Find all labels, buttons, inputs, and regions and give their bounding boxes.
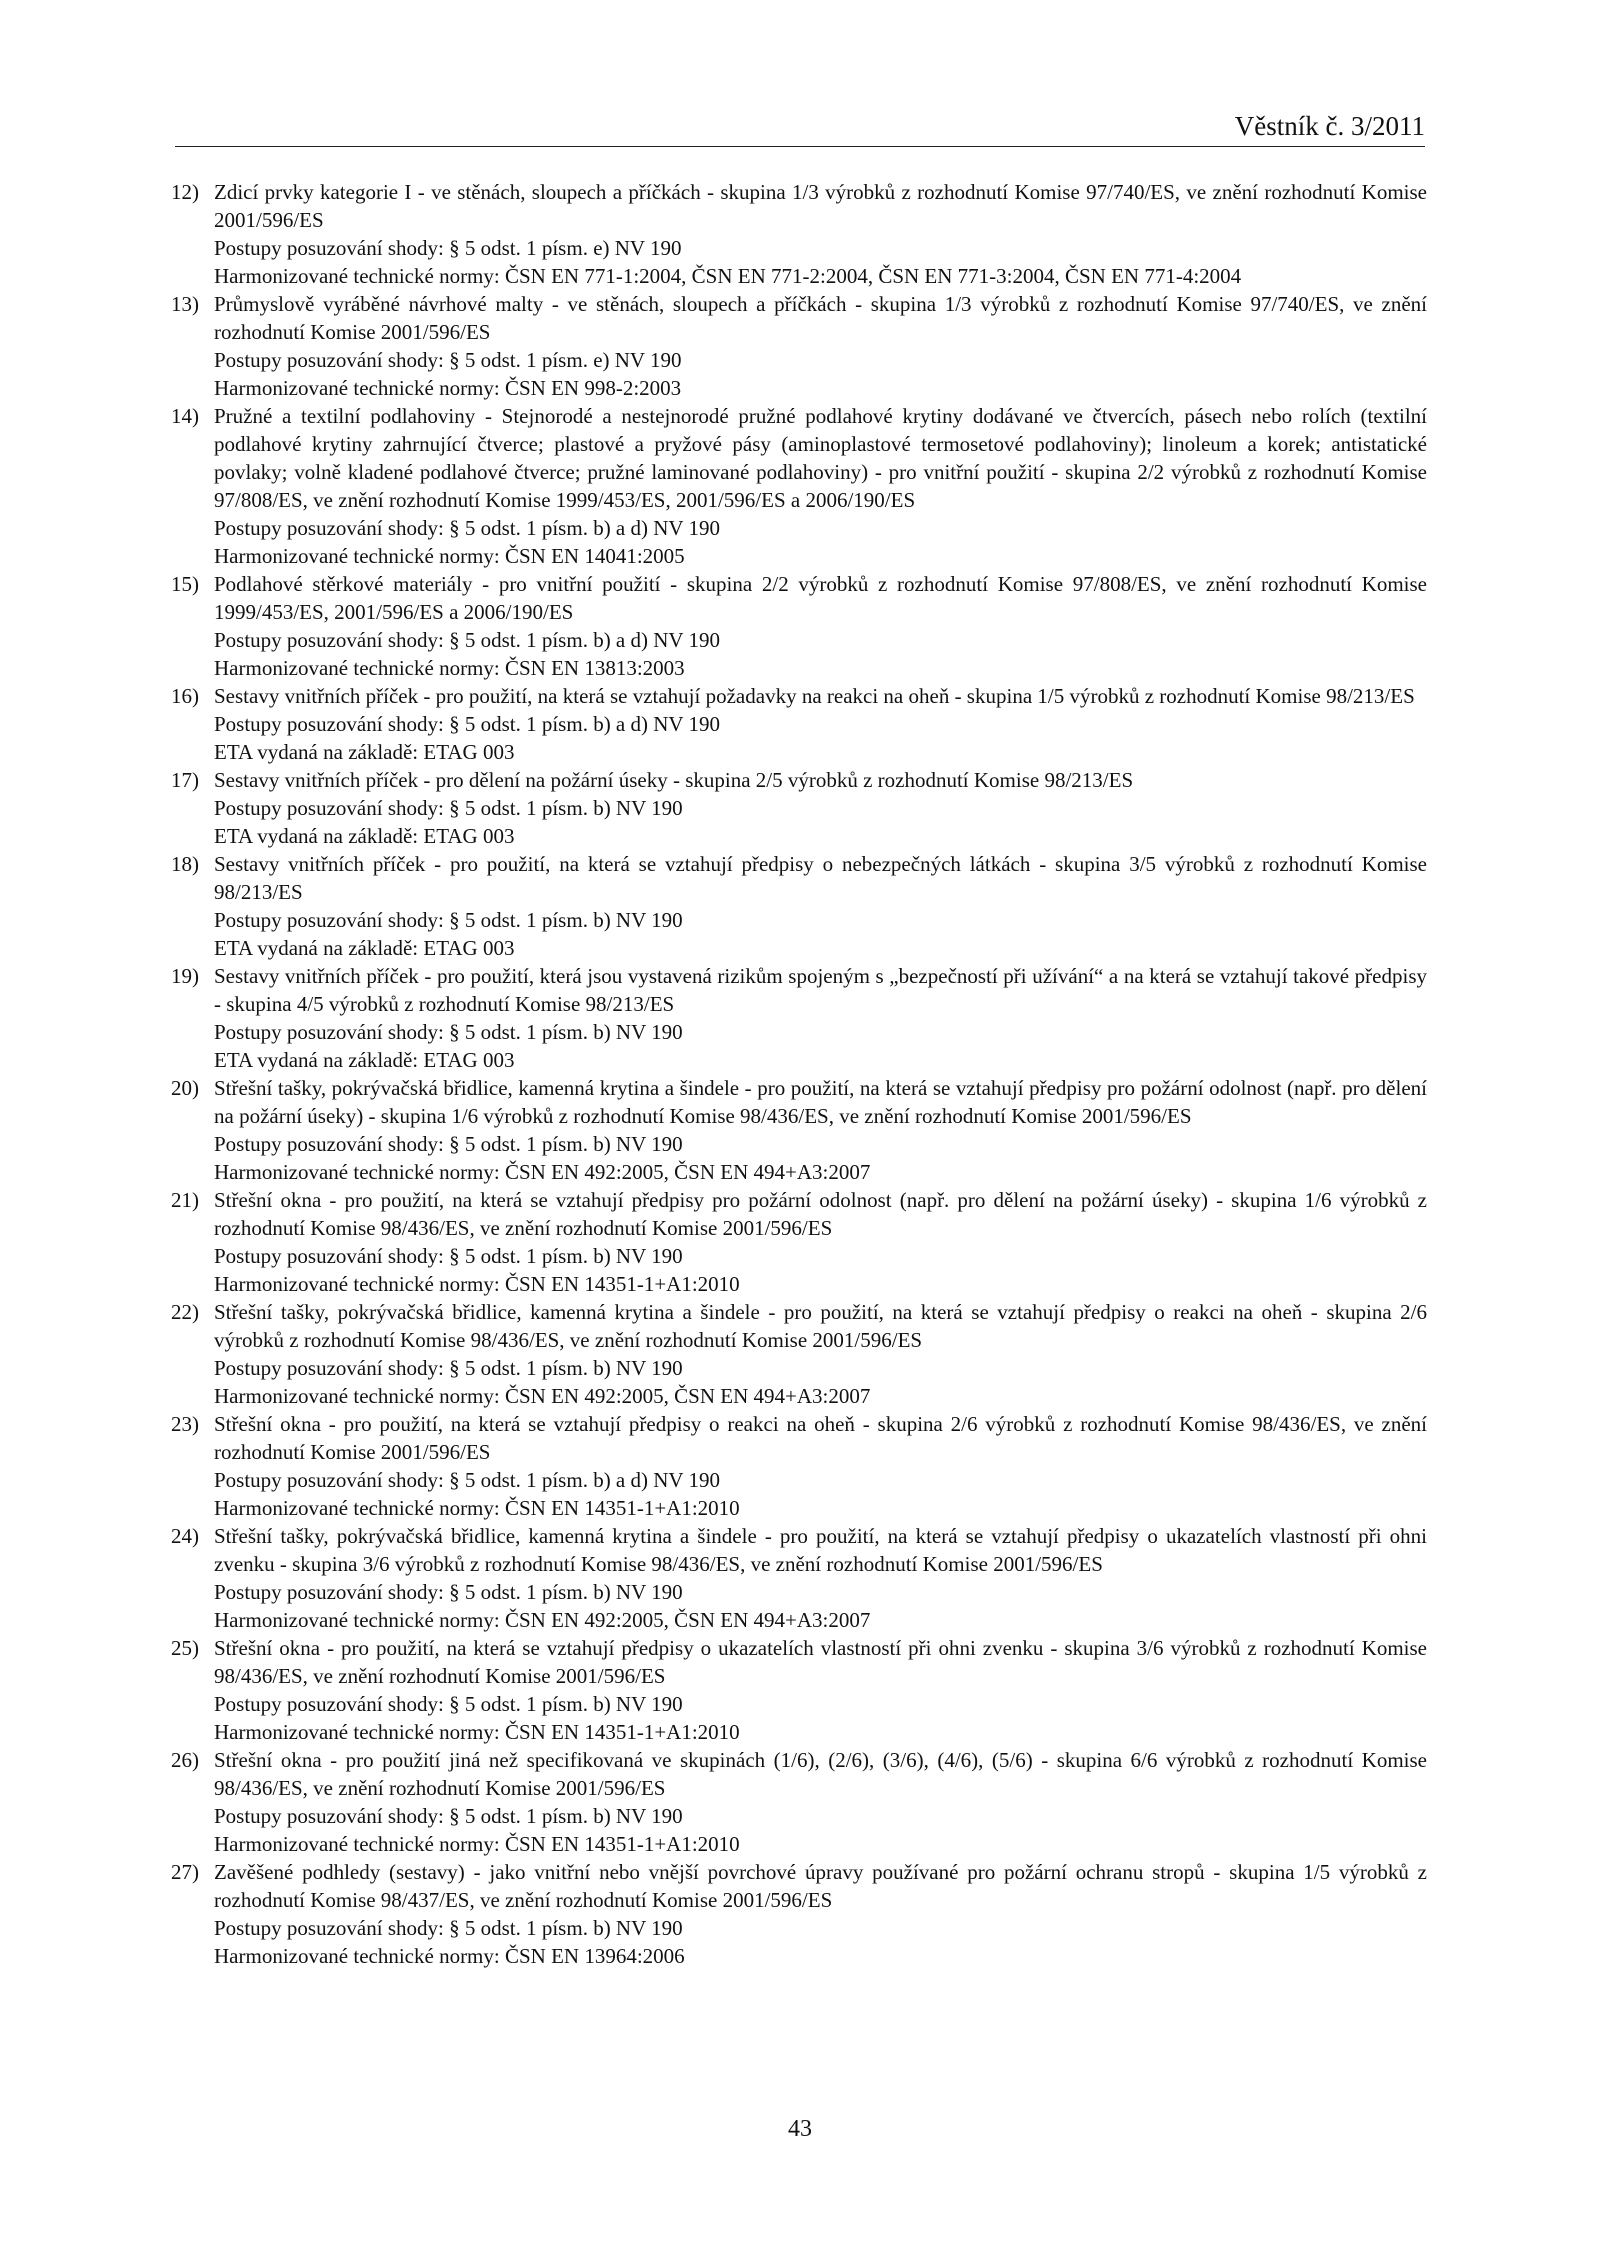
item-body: [214, 1074, 1427, 1186]
item-number: 23): [171, 1412, 199, 1436]
item-number: 24): [171, 1524, 199, 1548]
item-description: Střešní tašky, pokrývačská břidlice, kamenná krytina a šindele - pro použití, na která se vztahují předpisy pro požární odolnost (např. pro dělení na požární úseky) - skupina 1/6 výrobků z rozhodnutí Komise 98/436/ES, ve znění rozhodnutí Komise 2001/596/ES: [214, 1076, 1427, 1128]
item-description: Pružné a textilní podlahoviny - Stejnorodé a nestejnorodé pružné podlahové krytiny dodávané ve čtvercích, pásech nebo rolích (textilní podlahové krytiny zahrnující čtverce; plastové a pryžové pásy (aminoplastové termosetové podlahoviny); linoleum a korek; antistatické povlaky; volně kladené podlahové čtverce; pružné laminované podlahoviny) - pro vnitřní použití - skupina 2/2 výrobků z rozhodnutí Komise 97/808/ES, ve znění rozhodnutí Komise 1999/453/ES, 2001/596/ES a 2006/190/ES: [214, 404, 1427, 512]
conformity-procedure: Postupy posuzování shody: § 5 odst. 1 písm. b) NV 190: [214, 1244, 683, 1268]
technical-standard: Harmonizované technické normy: ČSN EN 492:2005, ČSN EN 494+A3:2007: [214, 1608, 871, 1632]
item-body: [214, 682, 1427, 766]
technical-standard: Harmonizované technické normy: ČSN EN 13813:2003: [214, 656, 685, 680]
item-description: Střešní tašky, pokrývačská břidlice, kamenná krytina a šindele - pro použití, na která se vztahují předpisy o ukazatelích vlastností při ohni zvenku - skupina 3/6 výrobků z rozhodnutí Komise 98/436/ES, ve znění rozhodnutí Komise 2001/596/ES: [214, 1524, 1427, 1576]
technical-standard: Harmonizované technické normy: ČSN EN 14351-1+A1:2010: [214, 1832, 740, 1856]
technical-standard: Harmonizované technické normy: ČSN EN 14351-1+A1:2010: [214, 1272, 740, 1296]
list-item: [171, 682, 1427, 766]
list-item: [171, 1186, 1427, 1298]
item-description: Střešní okna - pro použití, na která se vztahují předpisy o reakci na oheň - skupina 2/6 výrobků z rozhodnutí Komise 98/436/ES, ve znění rozhodnutí Komise 2001/596/ES: [214, 1412, 1427, 1464]
list-item: [171, 570, 1427, 682]
document-body: [171, 178, 1427, 1970]
list-item: [171, 1522, 1427, 1634]
list-item: [171, 290, 1427, 402]
conformity-procedure: Postupy posuzování shody: § 5 odst. 1 písm. b) a d) NV 190: [214, 628, 720, 652]
conformity-procedure: Postupy posuzování shody: § 5 odst. 1 písm. b) NV 190: [214, 1580, 683, 1604]
item-number: 22): [171, 1300, 199, 1324]
technical-standard: ETA vydaná na základě: ETAG 003: [214, 824, 515, 848]
list-item: [171, 850, 1427, 962]
item-number: 12): [171, 180, 199, 204]
technical-standard: Harmonizované technické normy: ČSN EN 13964:2006: [214, 1944, 685, 1968]
item-number: 21): [171, 1188, 199, 1212]
page-header: [175, 112, 1425, 147]
technical-standard: ETA vydaná na základě: ETAG 003: [214, 1048, 515, 1072]
conformity-procedure: Postupy posuzování shody: § 5 odst. 1 písm. e) NV 190: [214, 236, 682, 260]
conformity-procedure: Postupy posuzování shody: § 5 odst. 1 písm. b) NV 190: [214, 1916, 683, 1940]
technical-standard: Harmonizované technické normy: ČSN EN 14351-1+A1:2010: [214, 1496, 740, 1520]
item-number: 18): [171, 852, 199, 876]
item-number: 19): [171, 964, 199, 988]
item-number: 26): [171, 1748, 199, 1772]
list-item: [171, 402, 1427, 570]
item-body: [214, 178, 1427, 290]
item-description: Střešní okna - pro použití, na která se vztahují předpisy o ukazatelích vlastností při ohni zvenku - skupina 3/6 výrobků z rozhodnutí Komise 98/436/ES, ve znění rozhodnutí Komise 2001/596/ES: [214, 1636, 1427, 1688]
list-item: [171, 1410, 1427, 1522]
item-description: Sestavy vnitřních příček - pro dělení na požární úseky - skupina 2/5 výrobků z rozhodnutí Komise 98/213/ES: [214, 768, 1134, 792]
technical-standard: Harmonizované technické normy: ČSN EN 14041:2005: [214, 544, 685, 568]
item-number: 15): [171, 572, 199, 596]
item-number: 27): [171, 1860, 199, 1884]
technical-standard: Harmonizované technické normy: ČSN EN 492:2005, ČSN EN 494+A3:2007: [214, 1384, 871, 1408]
conformity-procedure: Postupy posuzování shody: § 5 odst. 1 písm. b) a d) NV 190: [214, 516, 720, 540]
item-description: Podlahové stěrkové materiály - pro vnitřní použití - skupina 2/2 výrobků z rozhodnutí Komise 97/808/ES, ve znění rozhodnutí Komise 1999/453/ES, 2001/596/ES a 2006/190/ES: [214, 572, 1427, 624]
technical-standard: Harmonizované technické normy: ČSN EN 998-2:2003: [214, 376, 682, 400]
item-description: Zdicí prvky kategorie I - ve stěnách, sloupech a příčkách - skupina 1/3 výrobků z rozhodnutí Komise 97/740/ES, ve znění rozhodnutí Komise 2001/596/ES: [214, 180, 1427, 232]
conformity-procedure: Postupy posuzování shody: § 5 odst. 1 písm. b) NV 190: [214, 908, 683, 932]
conformity-procedure: Postupy posuzování shody: § 5 odst. 1 písm. b) NV 190: [214, 1804, 683, 1828]
item-body: [214, 1858, 1427, 1970]
technical-standard: ETA vydaná na základě: ETAG 003: [214, 936, 515, 960]
list-item: [171, 1746, 1427, 1858]
item-body: [214, 1522, 1427, 1634]
item-description: Sestavy vnitřních příček - pro použití, na která se vztahují požadavky na reakci na oheň - skupina 1/5 výrobků z rozhodnutí Komise 98/213/ES: [214, 684, 1415, 708]
item-description: Sestavy vnitřních příček - pro použití, na která se vztahují předpisy o nebezpečných látkách - skupina 3/5 výrobků z rozhodnutí Komise 98/213/ES: [214, 852, 1427, 904]
item-number: 20): [171, 1076, 199, 1100]
conformity-procedure: Postupy posuzování shody: § 5 odst. 1 písm. b) a d) NV 190: [214, 712, 720, 736]
item-number: 17): [171, 768, 199, 792]
item-description: Střešní okna - pro použití, na která se vztahují předpisy pro požární odolnost (např. pro dělení na požární úseky) - skupina 1/6 výrobků z rozhodnutí Komise 98/436/ES, ve znění rozhodnutí Komise 2001/596/ES: [214, 1188, 1427, 1240]
item-number: 25): [171, 1636, 199, 1660]
list-item: [171, 766, 1427, 850]
list-item: [171, 178, 1427, 290]
item-number: 13): [171, 292, 199, 316]
item-body: [214, 962, 1427, 1074]
list-item: [171, 1074, 1427, 1186]
item-body: [214, 850, 1427, 962]
item-description: Střešní okna - pro použití jiná než specifikovaná ve skupinách (1/6), (2/6), (3/6), (4/6), (5/6) - skupina 6/6 výrobků z rozhodnutí Komise 98/436/ES, ve znění rozhodnutí Komise 2001/596/ES: [214, 1748, 1427, 1800]
item-body: [214, 1746, 1427, 1858]
list-item: [171, 1858, 1427, 1970]
item-description: Zavěšené podhledy (sestavy) - jako vnitřní nebo vnější povrchové úpravy používané pro požární ochranu stropů - skupina 1/5 výrobků z rozhodnutí Komise 98/437/ES, ve znění rozhodnutí Komise 2001/596/ES: [214, 1860, 1427, 1912]
item-body: [214, 1186, 1427, 1298]
list-item: [171, 962, 1427, 1074]
item-description: Sestavy vnitřních příček - pro použití, která jsou vystavená rizikům spojeným s „bezpečností při užívání“ a na která se vztahují takové předpisy - skupina 4/5 výrobků z rozhodnutí Komise 98/213/ES: [214, 964, 1427, 1016]
item-number: 16): [171, 684, 199, 708]
conformity-procedure: Postupy posuzování shody: § 5 odst. 1 písm. b) a d) NV 190: [214, 1468, 720, 1492]
list-item: [171, 1634, 1427, 1746]
item-body: [214, 290, 1427, 402]
item-body: [214, 1298, 1427, 1410]
technical-standard: Harmonizované technické normy: ČSN EN 492:2005, ČSN EN 494+A3:2007: [214, 1160, 871, 1184]
item-body: [214, 766, 1427, 850]
item-number: 14): [171, 404, 199, 428]
journal-title: Věstník č. 3/2011: [1234, 111, 1425, 141]
technical-standard: ETA vydaná na základě: ETAG 003: [214, 740, 515, 764]
conformity-procedure: Postupy posuzování shody: § 5 odst. 1 písm. b) NV 190: [214, 1132, 683, 1156]
list-item: [171, 1298, 1427, 1410]
technical-standard: Harmonizované technické normy: ČSN EN 771-1:2004, ČSN EN 771-2:2004, ČSN EN 771-3:2004, ČSN EN 771-4:2004: [214, 264, 1242, 288]
technical-standard: Harmonizované technické normy: ČSN EN 14351-1+A1:2010: [214, 1720, 740, 1744]
item-description: Průmyslově vyráběné návrhové malty - ve stěnách, sloupech a příčkách - skupina 1/3 výrobků z rozhodnutí Komise 97/740/ES, ve znění rozhodnutí Komise 2001/596/ES: [214, 292, 1427, 344]
item-description: Střešní tašky, pokrývačská břidlice, kamenná krytina a šindele - pro použití, na která se vztahují předpisy o reakci na oheň - skupina 2/6 výrobků z rozhodnutí Komise 98/436/ES, ve znění rozhodnutí Komise 2001/596/ES: [214, 1300, 1427, 1352]
conformity-procedure: Postupy posuzování shody: § 5 odst. 1 písm. b) NV 190: [214, 1692, 683, 1716]
item-body: [214, 402, 1427, 570]
item-body: [214, 570, 1427, 682]
conformity-procedure: Postupy posuzování shody: § 5 odst. 1 písm. b) NV 190: [214, 1020, 683, 1044]
conformity-procedure: Postupy posuzování shody: § 5 odst. 1 písm. e) NV 190: [214, 348, 682, 372]
item-body: [214, 1410, 1427, 1522]
item-body: [214, 1634, 1427, 1746]
conformity-procedure: Postupy posuzování shody: § 5 odst. 1 písm. b) NV 190: [214, 796, 683, 820]
page-number: 43: [788, 2116, 812, 2142]
conformity-procedure: Postupy posuzování shody: § 5 odst. 1 písm. b) NV 190: [214, 1356, 683, 1380]
